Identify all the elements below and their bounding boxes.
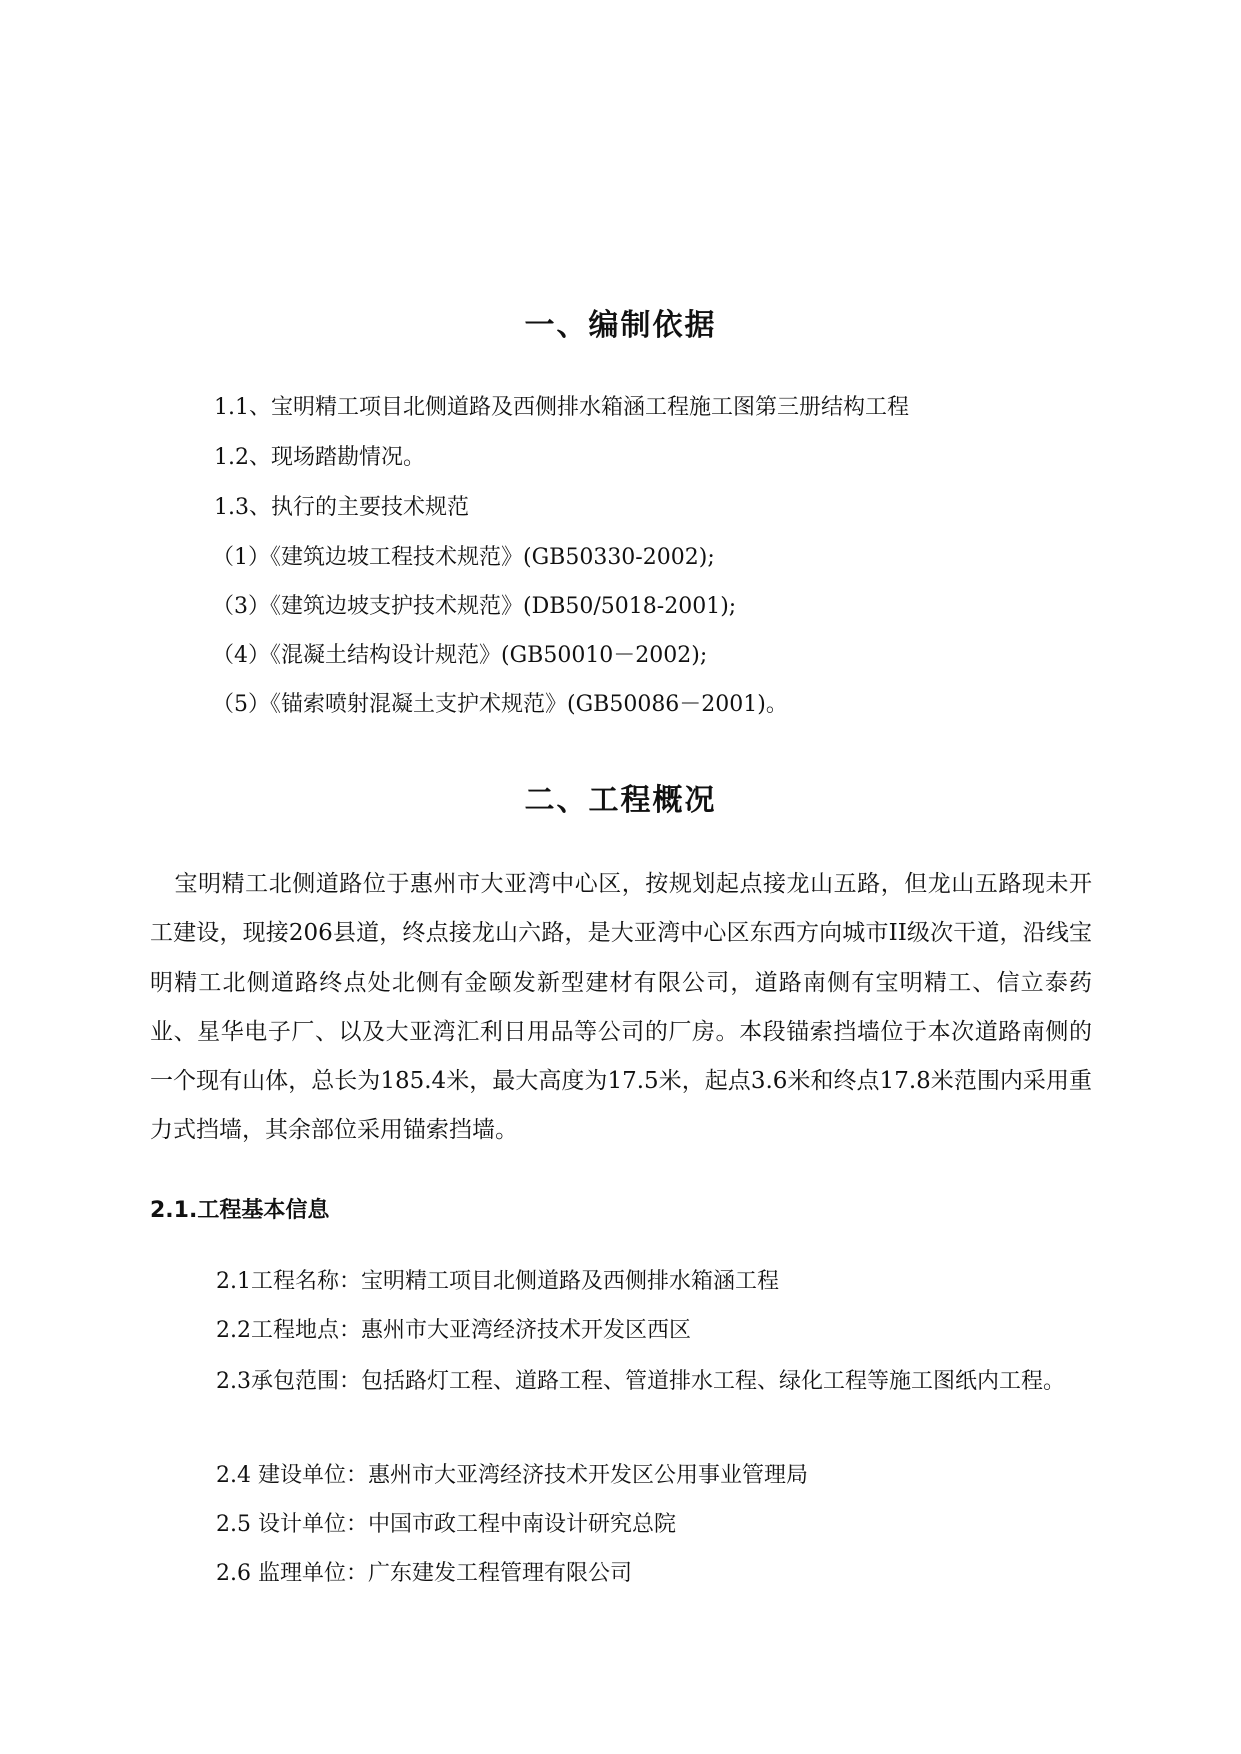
- standard-item-5: （5）《锚索喷射混凝土支护术规范》(GB50086－2001)。: [212, 692, 788, 717]
- standard-item-4: （4）《混凝土结构设计规范》(GB50010－2002);: [212, 643, 708, 668]
- standard-item-1: （1）《建筑边坡工程技术规范》(GB50330-2002);: [212, 545, 715, 570]
- project-overview-paragraph: [150, 860, 1092, 1156]
- section-1-title: 一、编制依据: [524, 308, 717, 343]
- subsection-title: 2.1.工程基本信息: [150, 1198, 330, 1223]
- basis-item-1: 1.1、宝明精工项目北侧道路及西侧排水箱涵工程施工图第三册结构工程: [214, 395, 909, 420]
- info-contract-scope: 2.3承包范围：包括路灯工程、道路工程、管道排水工程、绿化工程等施工图纸内工程。: [216, 1369, 1065, 1394]
- basis-item-3: 1.3、执行的主要技术规范: [214, 495, 469, 520]
- overview-text: 宝明精工北侧道路位于惠州市大亚湾中心区，按规划起点接龙山五路，但龙山五路现未开工建设，现接206县道，终点接龙山六路，是大亚湾中心区东西方向城市II级次干道，沿线宝明精工北侧道路终点处北侧有金颐发新型建材有限公司，道路南侧有宝明精工、信立泰药业、星华电子厂、以及大亚湾汇利日用品等公司的厂房。本段锚索挡墙位于本次道路南侧的一个现有山体，总长为185.4米，最大高度为17.5米，起点3.6米和终点17.8米范围内采用重力式挡墙，其余部位采用锚索挡墙。: [150, 871, 1092, 1144]
- info-owner: 2.4 建设单位：惠州市大亚湾经济技术开发区公用事业管理局: [216, 1463, 808, 1488]
- info-project-name: 2.1工程名称：宝明精工项目北侧道路及西侧排水箱涵工程: [216, 1269, 779, 1294]
- basis-item-2: 1.2、现场踏勘情况。: [214, 445, 425, 470]
- info-project-location: 2.2工程地点：惠州市大亚湾经济技术开发区西区: [216, 1318, 691, 1343]
- standard-item-3: （3）《建筑边坡支护技术规范》(DB50/5018-2001);: [212, 594, 737, 619]
- info-designer: 2.5 设计单位：中国市政工程中南设计研究总院: [216, 1512, 676, 1537]
- section-2-title: 二、工程概况: [524, 783, 717, 818]
- info-supervisor: 2.6 监理单位：广东建发工程管理有限公司: [216, 1561, 632, 1586]
